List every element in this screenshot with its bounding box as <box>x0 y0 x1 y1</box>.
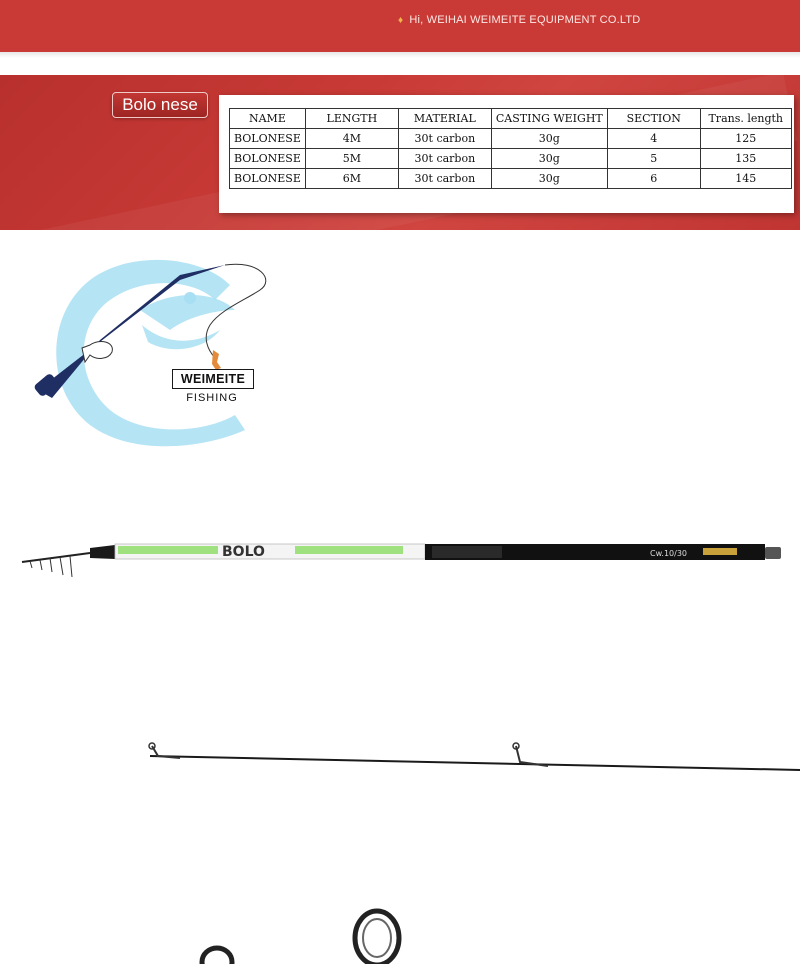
table-row <box>230 129 792 149</box>
guide-ring-large-inner <box>363 919 391 957</box>
table-cell: BOLONESE <box>230 169 306 189</box>
spec-table-card <box>219 95 794 213</box>
product-title-badge: Bolo nese <box>112 92 208 118</box>
table-cell: 30t carbon <box>398 169 491 189</box>
column-header: LENGTH <box>305 109 398 129</box>
logo-bait-icon <box>212 350 221 370</box>
column-header: CASTING WEIGHT <box>491 109 607 129</box>
header-shadow <box>0 52 800 58</box>
table-cell: 5M <box>305 149 398 169</box>
column-header: MATERIAL <box>398 109 491 129</box>
table-cell: 30t carbon <box>398 149 491 169</box>
table-cell: 30g <box>491 129 607 149</box>
column-header: NAME <box>230 109 306 129</box>
company-greeting <box>398 14 640 26</box>
table-cell: 30t carbon <box>398 129 491 149</box>
table-row <box>230 169 792 189</box>
spec-table <box>229 108 792 189</box>
table-cell: 30g <box>491 149 607 169</box>
table-cell: 4 <box>607 129 700 149</box>
logo-cartoon-fish-icon <box>82 341 112 362</box>
table-cell: BOLONESE <box>230 129 306 149</box>
rod-tip-section <box>22 553 90 562</box>
rod-reel-seat <box>432 546 502 558</box>
rod-end-cap <box>765 547 781 559</box>
guide-rings-image <box>180 900 440 964</box>
table-cell: 125 <box>700 129 791 149</box>
rod-tip-closeup <box>0 730 800 790</box>
rod-label-stripe <box>118 546 218 554</box>
weimeite-logo <box>30 250 270 450</box>
column-header: SECTION <box>607 109 700 129</box>
tip-guide-2 <box>516 746 548 766</box>
table-row <box>230 149 792 169</box>
table-cell: 135 <box>700 149 791 169</box>
rod-gold-badge <box>703 548 737 555</box>
table-cell: 5 <box>607 149 700 169</box>
greeting-text: Hi, WEIHAI WEIMEITE EQUIPMENT CO.LTD <box>409 14 641 26</box>
top-header-bar <box>0 0 800 52</box>
rod-image <box>0 520 800 600</box>
column-header: Trans. length <box>700 109 791 129</box>
table-cell: 30g <box>491 169 607 189</box>
rod-mid-section <box>90 545 115 559</box>
logo-subtitle: FISHING <box>186 392 238 404</box>
table-cell: 6M <box>305 169 398 189</box>
rod-label-stripe-2 <box>295 546 403 554</box>
logo-wordmark: WEIMEITE <box>172 369 254 389</box>
logo-fish-eye <box>184 292 196 304</box>
tip-blank <box>150 756 800 770</box>
table-cell: 145 <box>700 169 791 189</box>
rod-cw-text: Cw.10/30 <box>650 549 687 558</box>
table-header-row <box>230 109 792 129</box>
table-cell: 6 <box>607 169 700 189</box>
guide-ring-small <box>202 948 232 964</box>
flame-icon: ♦ <box>398 15 404 26</box>
rod-brand-text: BOLO <box>222 544 265 560</box>
table-cell: BOLONESE <box>230 149 306 169</box>
table-cell: 4M <box>305 129 398 149</box>
